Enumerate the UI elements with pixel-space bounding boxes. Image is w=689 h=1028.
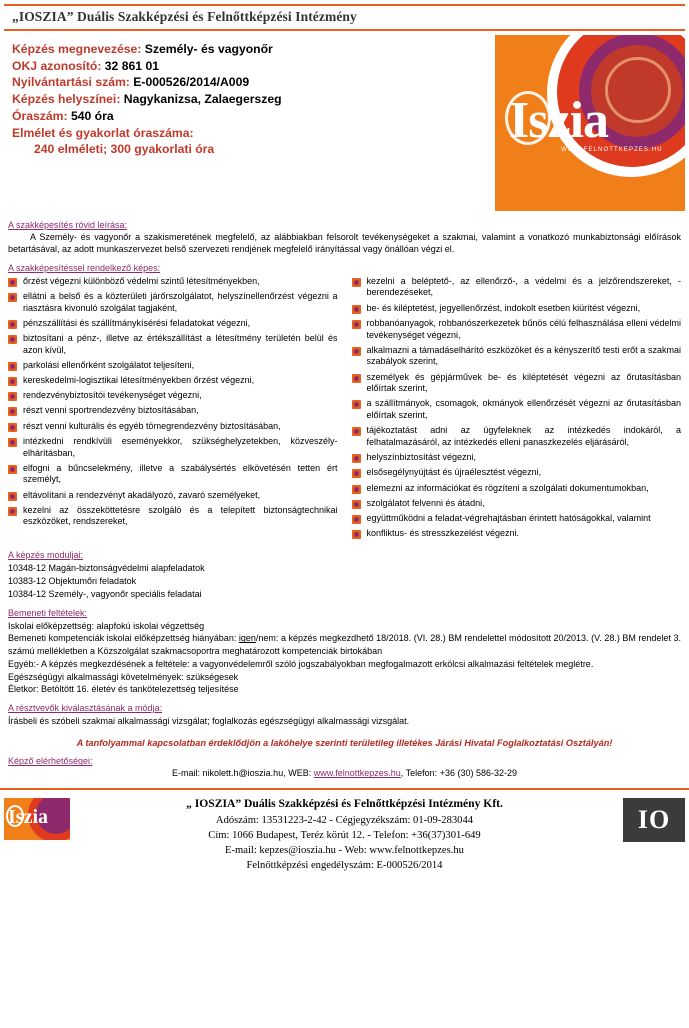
list-item-label: rendezvénybiztosítói tevékenységet végezni, <box>23 390 202 401</box>
bullet-icon <box>352 515 361 524</box>
bullet-icon <box>352 454 361 463</box>
list-item <box>8 463 338 486</box>
selection-heading: A résztvevők kiválasztásának a módja: <box>8 703 163 714</box>
course-field-okj <box>12 58 426 75</box>
bullet-icon <box>352 530 361 539</box>
list-item <box>352 452 682 464</box>
logo-web-text: WWW.FELNOTTKEPZES.HU <box>561 147 663 153</box>
admission-heading: Bemeneti feltételek: <box>8 607 88 618</box>
footer-logo-ioszia <box>4 798 70 840</box>
contact-line: E-mail: nikolett.h@ioszia.hu, WEB: www.felnottkepzes.hu, Telefon: +36 (30) 586-32-29 <box>171 768 517 779</box>
footer-logo-wordmark <box>8 807 48 827</box>
course-field-name-value: Személy- és vagyonőr <box>144 42 273 56</box>
description-text: A Személy- és vagyonőr a szakismeretének megfelelő, az alábbiakban felsorolt tevékenységeket a szakmai, valamint a vonatkozó munkabiztonsági előírások betartásával, az adott munkaszervezet belső szervezeti rendjének megfelelő irányítással vagy önállóan végzi el. <box>8 232 681 254</box>
list-item-label: biztosítani a pénz-, illetve az értékszállítást a létesítmény területén belül és azon kívül, <box>23 333 338 355</box>
admission-section <box>8 608 681 697</box>
course-field-hours <box>12 108 426 125</box>
admission-yes-word: igen <box>238 633 256 644</box>
list-item <box>8 405 338 417</box>
list-item-label: tájékoztatást adni az ügyfeleknek az intézkedés indokáról, a felhatalmazásáról, az intézkedés elleni panaszkezelés eljárásáról, <box>366 425 681 447</box>
list-item <box>8 276 338 288</box>
competencies-heading: A szakképesítéssel rendelkező képes: <box>8 262 161 273</box>
course-field-locations-label: Képzés helyszínei: <box>12 92 121 107</box>
list-item-label: robbanóanyagok, robbanószerkezetek bűnös célú felhasználása elleni védelmi tevékenységet végezni, <box>366 317 681 340</box>
list-item <box>8 333 338 356</box>
list-item <box>8 291 338 314</box>
list-item-label: konfliktus- és stresszkezelést végezni. <box>366 528 520 539</box>
list-item <box>352 425 682 448</box>
list-item-label: kezelni a beléptető-, az ellenőrző-, a védelmi és a jelzőrendszereket, -berendezéseket, <box>366 275 681 298</box>
list-item <box>352 345 682 368</box>
bullet-icon <box>352 427 361 436</box>
module-item: 10348-12 Magán-biztonságvédelmi alapfeladatok <box>8 563 205 574</box>
ioszia-logo <box>495 35 685 211</box>
list-item <box>352 483 682 495</box>
document-footer <box>0 788 689 879</box>
list-item-label: elfogni a bűncselekmény, illetve a szabálysértés elkövetésén tetten ért személyt, <box>23 462 338 485</box>
document-title-bar <box>4 4 685 31</box>
bullet-icon <box>8 278 17 287</box>
list-item-label: pénzszállítási és szállítmánykísérési feladatokat végezni, <box>23 317 251 328</box>
list-item-label: részt venni sportrendezvény biztosításában, <box>23 405 199 416</box>
modules-heading: A képzés moduljai: <box>8 550 84 561</box>
logo-wordmark <box>509 92 609 149</box>
description-section <box>8 220 681 256</box>
bullet-icon <box>352 347 361 356</box>
course-summary-block <box>4 31 685 213</box>
bullet-icon <box>352 278 361 287</box>
list-item <box>8 421 338 433</box>
admission-line-other: Egyéb:- A képzés megkezdésének a feltétele: a vagyonvédelemről szóló jogszabályokban megfogalmazott erkölcsi alkalmazási feltételek meglétre. <box>8 658 594 669</box>
course-field-theory-practice <box>12 125 426 142</box>
course-field-registration-label: Nyilvántartási szám: <box>12 75 130 90</box>
selection-text: Írásbeli és szóbeli szakmai alkalmassági vizsgálat; foglalkozás egészségügyi alkalmassági vizsgálat. <box>8 716 410 727</box>
admission-line-age: Életkor: Betöltött 16. életév és tankötelezettség teljesítése <box>8 684 239 695</box>
list-item-label: ellátni a belső és a közterületi járőrszolgálatot, helyszínellenőrzést végezni a riasztásra kivonuló szolgálat tagjaként, <box>23 290 338 313</box>
contact-web-label: WEB: <box>288 768 312 779</box>
list-item <box>352 467 682 479</box>
list-item <box>8 375 338 387</box>
list-item <box>8 318 338 330</box>
list-item-label: alkalmazni a támadáselhárító eszközöket és a kényszerítő testi erőt a szakmai szabályok szerint, <box>366 344 681 367</box>
logo-letter-i: I <box>509 92 529 149</box>
footer-logo-letter-i: I <box>8 806 16 829</box>
list-item <box>8 490 338 502</box>
footer-address-line: Cím: 1066 Budapest, Teréz körút 12. - Telefon: +36(37)301-649 <box>208 829 481 841</box>
bullet-icon <box>352 400 361 409</box>
competencies-column-left <box>8 276 338 544</box>
contact-heading: Képző elérhetőségei: <box>8 756 93 767</box>
competencies-list-left <box>8 276 338 528</box>
list-item <box>8 436 338 459</box>
notice-text: A tanfolyammal kapcsolatban érdeklődjön a lakóhelye szerinti területileg illetékes Járási Hivatal Foglalkoztatási Osztályán! <box>76 737 613 748</box>
course-field-registration <box>12 74 426 91</box>
contact-web-link[interactable]: www.felnottkepzes.hu <box>313 768 401 779</box>
list-item <box>352 528 682 540</box>
admission-line-education: Iskolai előképzettség: alapfokú iskolai végzettség <box>8 620 205 631</box>
module-item: 10384-12 Személy-, vagyonőr speciális feladatai <box>8 588 202 599</box>
document-page <box>0 4 689 1028</box>
list-item <box>352 498 682 510</box>
course-field-hours-value: 540 óra <box>70 108 114 123</box>
logo-ring <box>605 57 671 123</box>
footer-logo-io: IO <box>623 798 685 842</box>
course-field-name <box>12 41 426 58</box>
footer-licence-line: Felnőttképzési engedélyszám: E-000526/2014 <box>246 859 443 871</box>
list-item-label: parkolási ellenőrként szolgálatot teljesíteni, <box>23 359 195 370</box>
list-item-label: elsősegélynyújtást és újraélesztést végezni, <box>366 467 542 478</box>
course-field-locations <box>12 91 426 108</box>
modules-list <box>8 562 681 600</box>
list-item <box>8 390 338 402</box>
module-item: 10383-12 Objektumőri feladatok <box>8 576 137 587</box>
footer-logo-letters-szia: szia <box>15 806 49 829</box>
list-item <box>352 303 682 315</box>
bullet-icon <box>8 320 17 329</box>
course-field-theory-practice-value: 240 elméleti; 300 gyakorlati óra <box>34 142 215 157</box>
list-item <box>352 398 682 421</box>
list-item-label: őrzést végezni különböző védelmi szintű létesítményekben, <box>23 275 260 286</box>
modules-section <box>8 550 681 600</box>
contact-email-value: nikolett.h@ioszia.hu <box>202 768 284 779</box>
list-item <box>8 505 338 528</box>
contact-phone-label: Telefon: <box>405 768 438 779</box>
bullet-icon <box>8 293 17 302</box>
list-item-label: elemezni az információkat és rögzíteni a szolgálati dokumentumokban, <box>366 482 649 493</box>
competencies-list-right <box>352 276 682 540</box>
course-field-registration-value: E-000526/2014/A009 <box>133 75 250 90</box>
bullet-icon <box>8 335 17 344</box>
description-heading: A szakképesítés rövid leírása: <box>8 220 128 230</box>
bullet-icon <box>8 492 17 501</box>
course-field-name-label: Képzés megnevezése: <box>12 42 142 56</box>
course-field-theory-practice-label: Elmélet és gyakorlat óraszáma: <box>12 125 194 140</box>
selection-section <box>8 703 681 728</box>
admission-line-competencies: Bemeneti kompetenciák iskolai előképzettség hiányában: igen/nem: a képzés megkezdhető 18/2018. (VI. 28.) BM rendelettel módosított 20/2013. (V. 28.) BM rendelet 3. számú mellékletben a Közszolgálat szakmacsoportra meghatározott kompetenciák birtokában <box>8 633 681 657</box>
footer-company-block <box>0 796 689 873</box>
bullet-icon <box>352 374 361 383</box>
page-title: „IOSZIA” Duális Szakképzési és Felnőttképzési Intézmény <box>12 9 357 24</box>
list-item <box>352 318 682 341</box>
footer-company-name: „ IOSZIA” Duális Szakképzési és Felnőttképzési Intézmény Kft. <box>186 797 503 811</box>
bullet-icon <box>8 407 17 416</box>
competencies-section <box>8 263 681 544</box>
list-item-label: intézkedni rendkívüli eseményekkor, szükséghelyzetekben, közveszély-elhárításban, <box>23 435 338 458</box>
logo-letters-szia: szia <box>528 92 609 149</box>
bullet-icon <box>8 465 17 474</box>
course-fields <box>4 31 426 158</box>
bullet-icon <box>352 305 361 314</box>
bullet-icon <box>352 320 361 329</box>
list-item-label: helyszínbiztosítást végezni, <box>366 452 477 463</box>
competencies-columns <box>8 276 681 544</box>
list-item <box>352 276 682 299</box>
list-item-label: kezelni az összeköttetésre szolgáló és a telepített biztonságtechnikai eszközöket, rendszereket, <box>23 504 338 527</box>
footer-tax-line: Adószám: 13531223-2-42 - Cégjegyzékszám: 01-09-283044 <box>215 814 474 826</box>
contact-section <box>8 756 681 778</box>
list-item-label: kereskedelmi-logisztikai létesítményekben őrzést végezni, <box>23 375 255 386</box>
bullet-icon <box>8 392 17 401</box>
list-item-label: eltávolítani a rendezvényt akadályozó, zavaró személyeket, <box>23 489 261 500</box>
course-field-okj-label: OKJ azonosító: <box>12 58 102 73</box>
contact-email-label: E-mail: <box>171 768 200 779</box>
list-item <box>352 513 682 525</box>
list-item-label: részt venni kulturális és egyéb tömegrendezvény biztosításában, <box>23 420 281 431</box>
list-item-label: együttműködni a feladat-végrehajtásban érintett hatóságokkal, valamint <box>366 512 651 523</box>
bullet-icon <box>8 423 17 432</box>
bullet-icon <box>8 362 17 371</box>
contact-phone-value: +36 (30) 586-32-29 <box>439 768 517 779</box>
course-field-okj-value: 32 861 01 <box>104 58 160 73</box>
list-item <box>352 372 682 395</box>
bullet-icon <box>8 377 17 386</box>
list-item-label: be- és kiléptetést, jegyellenőrzést, indokolt esetben kiürítést végezni, <box>366 302 641 313</box>
bullet-icon <box>352 485 361 494</box>
competencies-column-right <box>352 276 682 544</box>
list-item <box>8 360 338 372</box>
course-field-locations-value: Nagykanizsa, Zalaegerszeg <box>123 92 282 107</box>
bullet-icon <box>8 507 17 516</box>
footer-email-line: E-mail: kepzes@ioszia.hu - Web: www.felnottkepzes.hu <box>225 844 464 856</box>
bullet-icon <box>352 469 361 478</box>
list-item-label: személyek és gépjárművek be- és kiléptetését végezni az őrutasításban előírtak szerint, <box>366 371 681 394</box>
list-item-label: a szállítmányok, csomagok, okmányok ellenőrzését végezni az őrutasításban előírtak szerint, <box>366 398 681 421</box>
bullet-icon <box>8 438 17 447</box>
bullet-icon <box>352 500 361 509</box>
list-item-label: szolgálatot felvenni és átadni, <box>366 497 485 508</box>
course-field-hours-label: Óraszám: <box>12 108 68 123</box>
admission-line-health: Egészségügyi alkalmassági követelmények: szükségesek <box>8 671 239 682</box>
